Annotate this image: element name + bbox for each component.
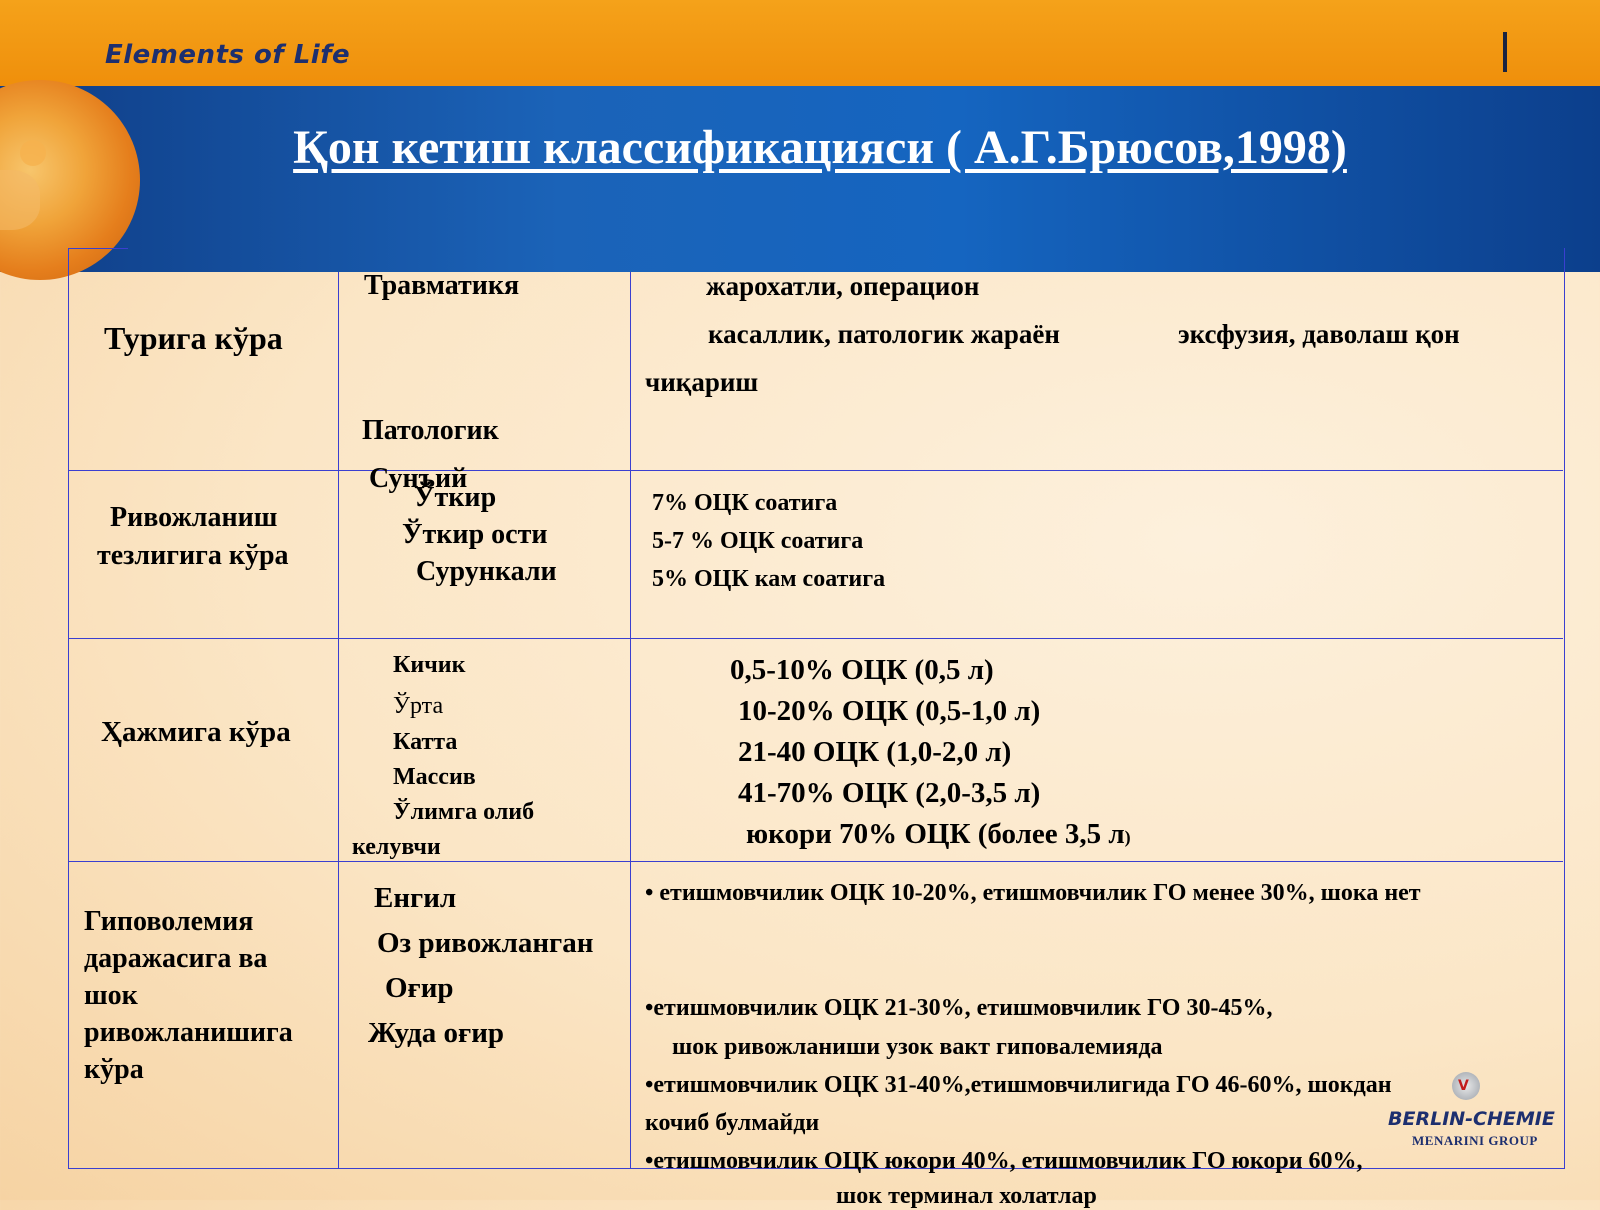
brand-text: Elements of Life [105,40,351,70]
row2-type-3: Сурункали [416,556,557,587]
row4-type-3: Оғир [385,972,454,1004]
logo-line-2: MENARINI GROUP [1412,1133,1538,1148]
row1-desc-1: жарохатли, операцион [706,271,980,301]
header-divider [1503,32,1507,72]
column-divider-1 [338,272,339,1168]
row2-category-2: тезлигига кўра [97,540,289,571]
row3-type-5: Ўлимга олиб [393,799,535,825]
row3-type-1: Кичик [393,652,466,678]
row1-category: Турига кўра [104,320,283,356]
column-divider-2 [630,272,631,1168]
table-top-line [68,248,128,249]
row4-category-3: шок [84,980,138,1011]
berlin-chemie-logo-icon: V [1452,1072,1480,1100]
row3-type-4: Массив [393,764,476,790]
row-divider-2 [68,638,1563,639]
logo-line-1: BERLIN-CHEMIE [1388,1108,1555,1130]
row3-category: Ҳажмига кўра [101,716,291,748]
row1-desc-3: эксфузия, даволаш қон [1178,319,1460,349]
row4-desc-3: шок ривожланиши узок вакт гиповалемияда [672,1034,1163,1060]
row3-type-6: келувчи [352,834,441,860]
row4-category-5: кўра [84,1054,144,1085]
title-banner [0,86,1600,272]
row-divider-3 [68,861,1563,862]
row3-desc-3: 21-40 ОЦК (1,0-2,0 л) [738,736,1012,768]
row1-type-3: Сунъий [369,463,468,494]
slide-title: Қон кетиш классификацияси ( А.Г.Брюсов,1998) [293,121,1347,174]
row4-category-2: даражасига ва [84,943,268,974]
row3-desc-1: 0,5-10% ОЦК (0,5 л) [730,654,994,686]
header-bar [0,0,1600,86]
row2-type-2: Ўткир ости [402,519,548,550]
row-divider-1 [68,470,1563,471]
row3-desc-5: юкори 70% ОЦК (более 3,5 л) [746,818,1131,850]
row1-desc-2: касаллик, патологик жараён [708,319,1060,349]
row4-category-4: ривожланишига [84,1017,293,1048]
row4-desc-5: кочиб булмайди [645,1110,820,1136]
row4-type-4: Жуда оғир [368,1017,505,1049]
row4-desc-2: •етишмовчилик ОЦК 21-30%, етишмовчилик ГО 30-45%, [645,995,1273,1021]
row2-desc-3: 5% ОЦК кам соатига [652,566,886,592]
row3-desc-2: 10-20% ОЦК (0,5-1,0 л) [738,695,1041,727]
row1-type-1: Травматикя [364,270,520,301]
row1-type-2: Патологик [362,415,499,446]
row3-type-2: Ўрта [393,693,444,719]
row4-desc-6: •етишмовчилик ОЦК юкори 40%, етишмовчилик ГО юкори 60%, [645,1148,1363,1174]
row2-type-1: Ўткир [414,482,497,513]
row4-type-2: Оз ривожланган [377,927,594,959]
row4-desc-1: • етишмовчилик ОЦК 10-20%, етишмовчилик ГО менее 30%, шока нет [645,880,1421,906]
row4-type-1: Енгил [374,882,457,914]
row3-type-3: Катта [393,729,458,755]
row2-desc-1: 7% ОЦК соатига [652,490,838,516]
row2-category-1: Ривожланиш [110,502,278,533]
row4-category-1: Гиповолемия [84,906,254,937]
row3-desc-4: 41-70% ОЦК (2,0-3,5 л) [738,777,1041,809]
row4-desc-7: шок терминал холатлар [836,1183,1097,1209]
row4-desc-4: •етишмовчилик ОЦК 31-40%,етишмовчилигида ГО 46-60%, шокдан [645,1072,1392,1098]
row1-desc-4: чиқариш [645,367,759,397]
row2-desc-2: 5-7 % ОЦК соатига [652,528,864,554]
